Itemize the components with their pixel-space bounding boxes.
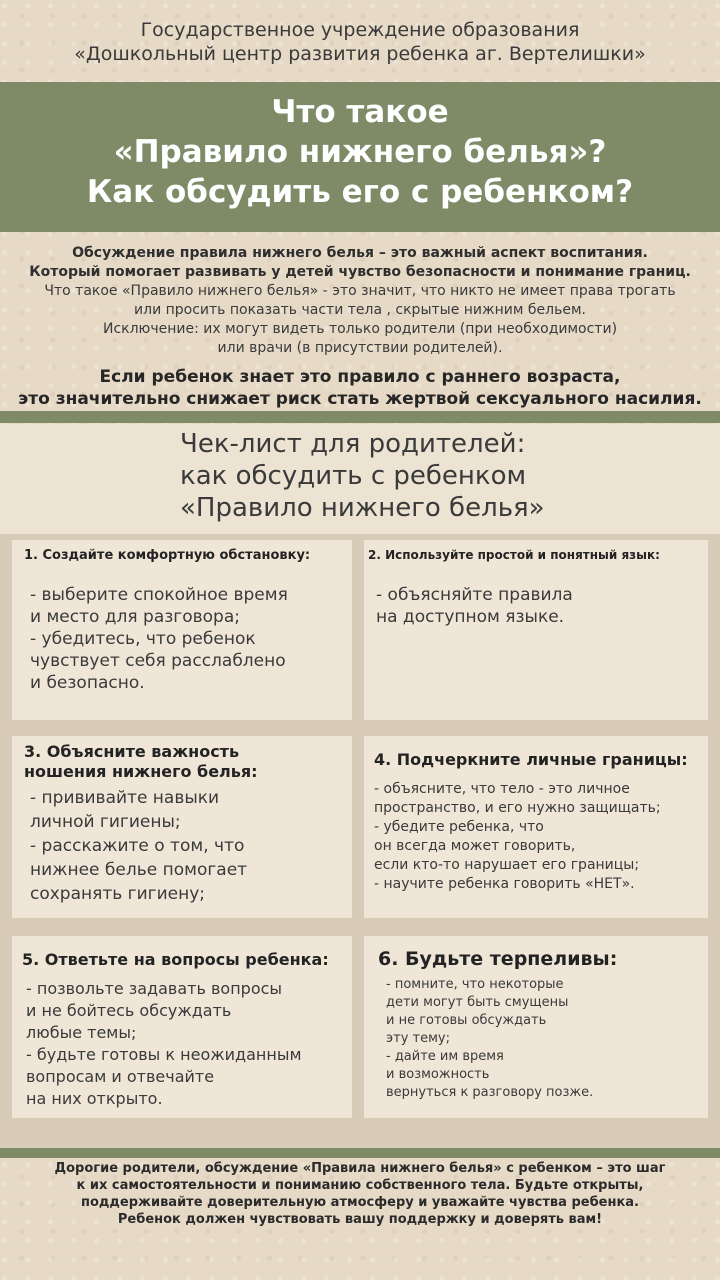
checklist-card-5 xyxy=(12,936,352,1118)
checklist-line-2: как обсудить с ребенком xyxy=(180,461,527,491)
footer-line-2: к их самостоятельности и пониманию собственного тела. Будьте открыты, xyxy=(76,1178,644,1193)
intro-text-4: или врачи (в присутствии родителей). xyxy=(217,340,503,356)
intro-text-2: или просить показать части тела , скрытые нижним бельем. xyxy=(134,302,586,318)
card-heading: 6. Будьте терпеливы: xyxy=(378,948,618,970)
checklist-card-1 xyxy=(12,540,352,720)
title-line-3: Как обсудить его с ребенком? xyxy=(86,174,634,210)
footer-message xyxy=(10,1160,710,1228)
intro-emphasis-2: это значительно снижает риск стать жертвой сексуального насилия. xyxy=(18,389,702,409)
card-heading: 1. Создайте комфортную обстановку: xyxy=(24,548,311,563)
org-line-1: Государственное учреждение образования xyxy=(140,19,580,41)
checklist-line-3: «Правило нижнего белья» xyxy=(180,493,545,523)
card-text: - помните, что некоторые дети могут быть смущены и не готовы обсуждать эту тему; - дайте им время и возможность вернуться к разговору позже. xyxy=(386,977,594,1100)
checklist-title xyxy=(180,428,700,524)
card-text: - позвольте задавать вопросы и не бойтесь обсуждать любые темы; - будьте готовы к неожиданным вопросам и отвечайте на них открыто. xyxy=(26,979,302,1108)
intro-bold-2: Который помогает развивать у детей чувство безопасности и понимание границ. xyxy=(29,264,691,280)
card-heading: 2. Используйте простой и понятный язык: xyxy=(368,548,660,562)
checklist-card-3 xyxy=(12,736,352,918)
checklist-card-2 xyxy=(364,540,708,720)
intro-bold-1: Обсуждение правила нижнего белья – это важный аспект воспитания. xyxy=(72,245,648,261)
card-heading: 4. Подчеркните личные границы: xyxy=(374,750,688,769)
title-line-1: Что такое xyxy=(271,94,449,130)
intro-emphasis-1: Если ребенок знает это правило с раннего возраста, xyxy=(99,367,621,387)
intro-text-3: Исключение: их могут видеть только родители (при необходимости) xyxy=(102,321,618,337)
card-text: - объясните, что тело - это личное пространство, и его нужно защищать; - убедите ребенка, что он всегда может говорить, если кто-то нарушает его границы; - научите ребенка говорить «НЕТ». xyxy=(374,781,661,892)
checklist-card-6 xyxy=(364,936,708,1118)
footer-line-4: Ребенок должен чувствовать вашу поддержку и доверять вам! xyxy=(117,1212,603,1227)
divider-band xyxy=(0,411,720,423)
card-text: - объясняйте правила на доступном языке. xyxy=(376,585,573,627)
card-heading: 3. Объясните важность ношения нижнего белья: xyxy=(24,742,258,781)
intro-text-1: Что такое «Правило нижнего белья» - это значит, что никто не имеет права трогать xyxy=(44,283,676,299)
page-title xyxy=(0,92,720,212)
card-text: - прививайте навыки личной гигиены; - расскажите о том, что нижнее белье помогает сохранять гигиену; xyxy=(30,788,248,904)
footer-band xyxy=(0,1148,720,1158)
card-heading: 5. Ответьте на вопросы ребенка: xyxy=(22,950,329,969)
org-line-2: «Дошкольный центр развития ребенка аг. Вертелишки» xyxy=(74,43,646,65)
title-line-2: «Правило нижнего белья»? xyxy=(113,134,607,170)
checklist-card-4 xyxy=(364,736,708,918)
checklist-line-1: Чек-лист для родителей: xyxy=(180,429,526,459)
organization-header xyxy=(0,18,720,66)
card-text: - выберите спокойное время и место для разговора; - убедитесь, что ребенок чувствует себя расслаблено и безопасно. xyxy=(30,585,288,693)
footer-line-3: поддерживайте доверительную атмосферу и уважайте чувства ребенка. xyxy=(81,1195,639,1210)
footer-line-1: Дорогие родители, обсуждение «Правила нижнего белья» с ребенком – это шаг xyxy=(54,1161,666,1176)
intro-section xyxy=(10,244,710,410)
